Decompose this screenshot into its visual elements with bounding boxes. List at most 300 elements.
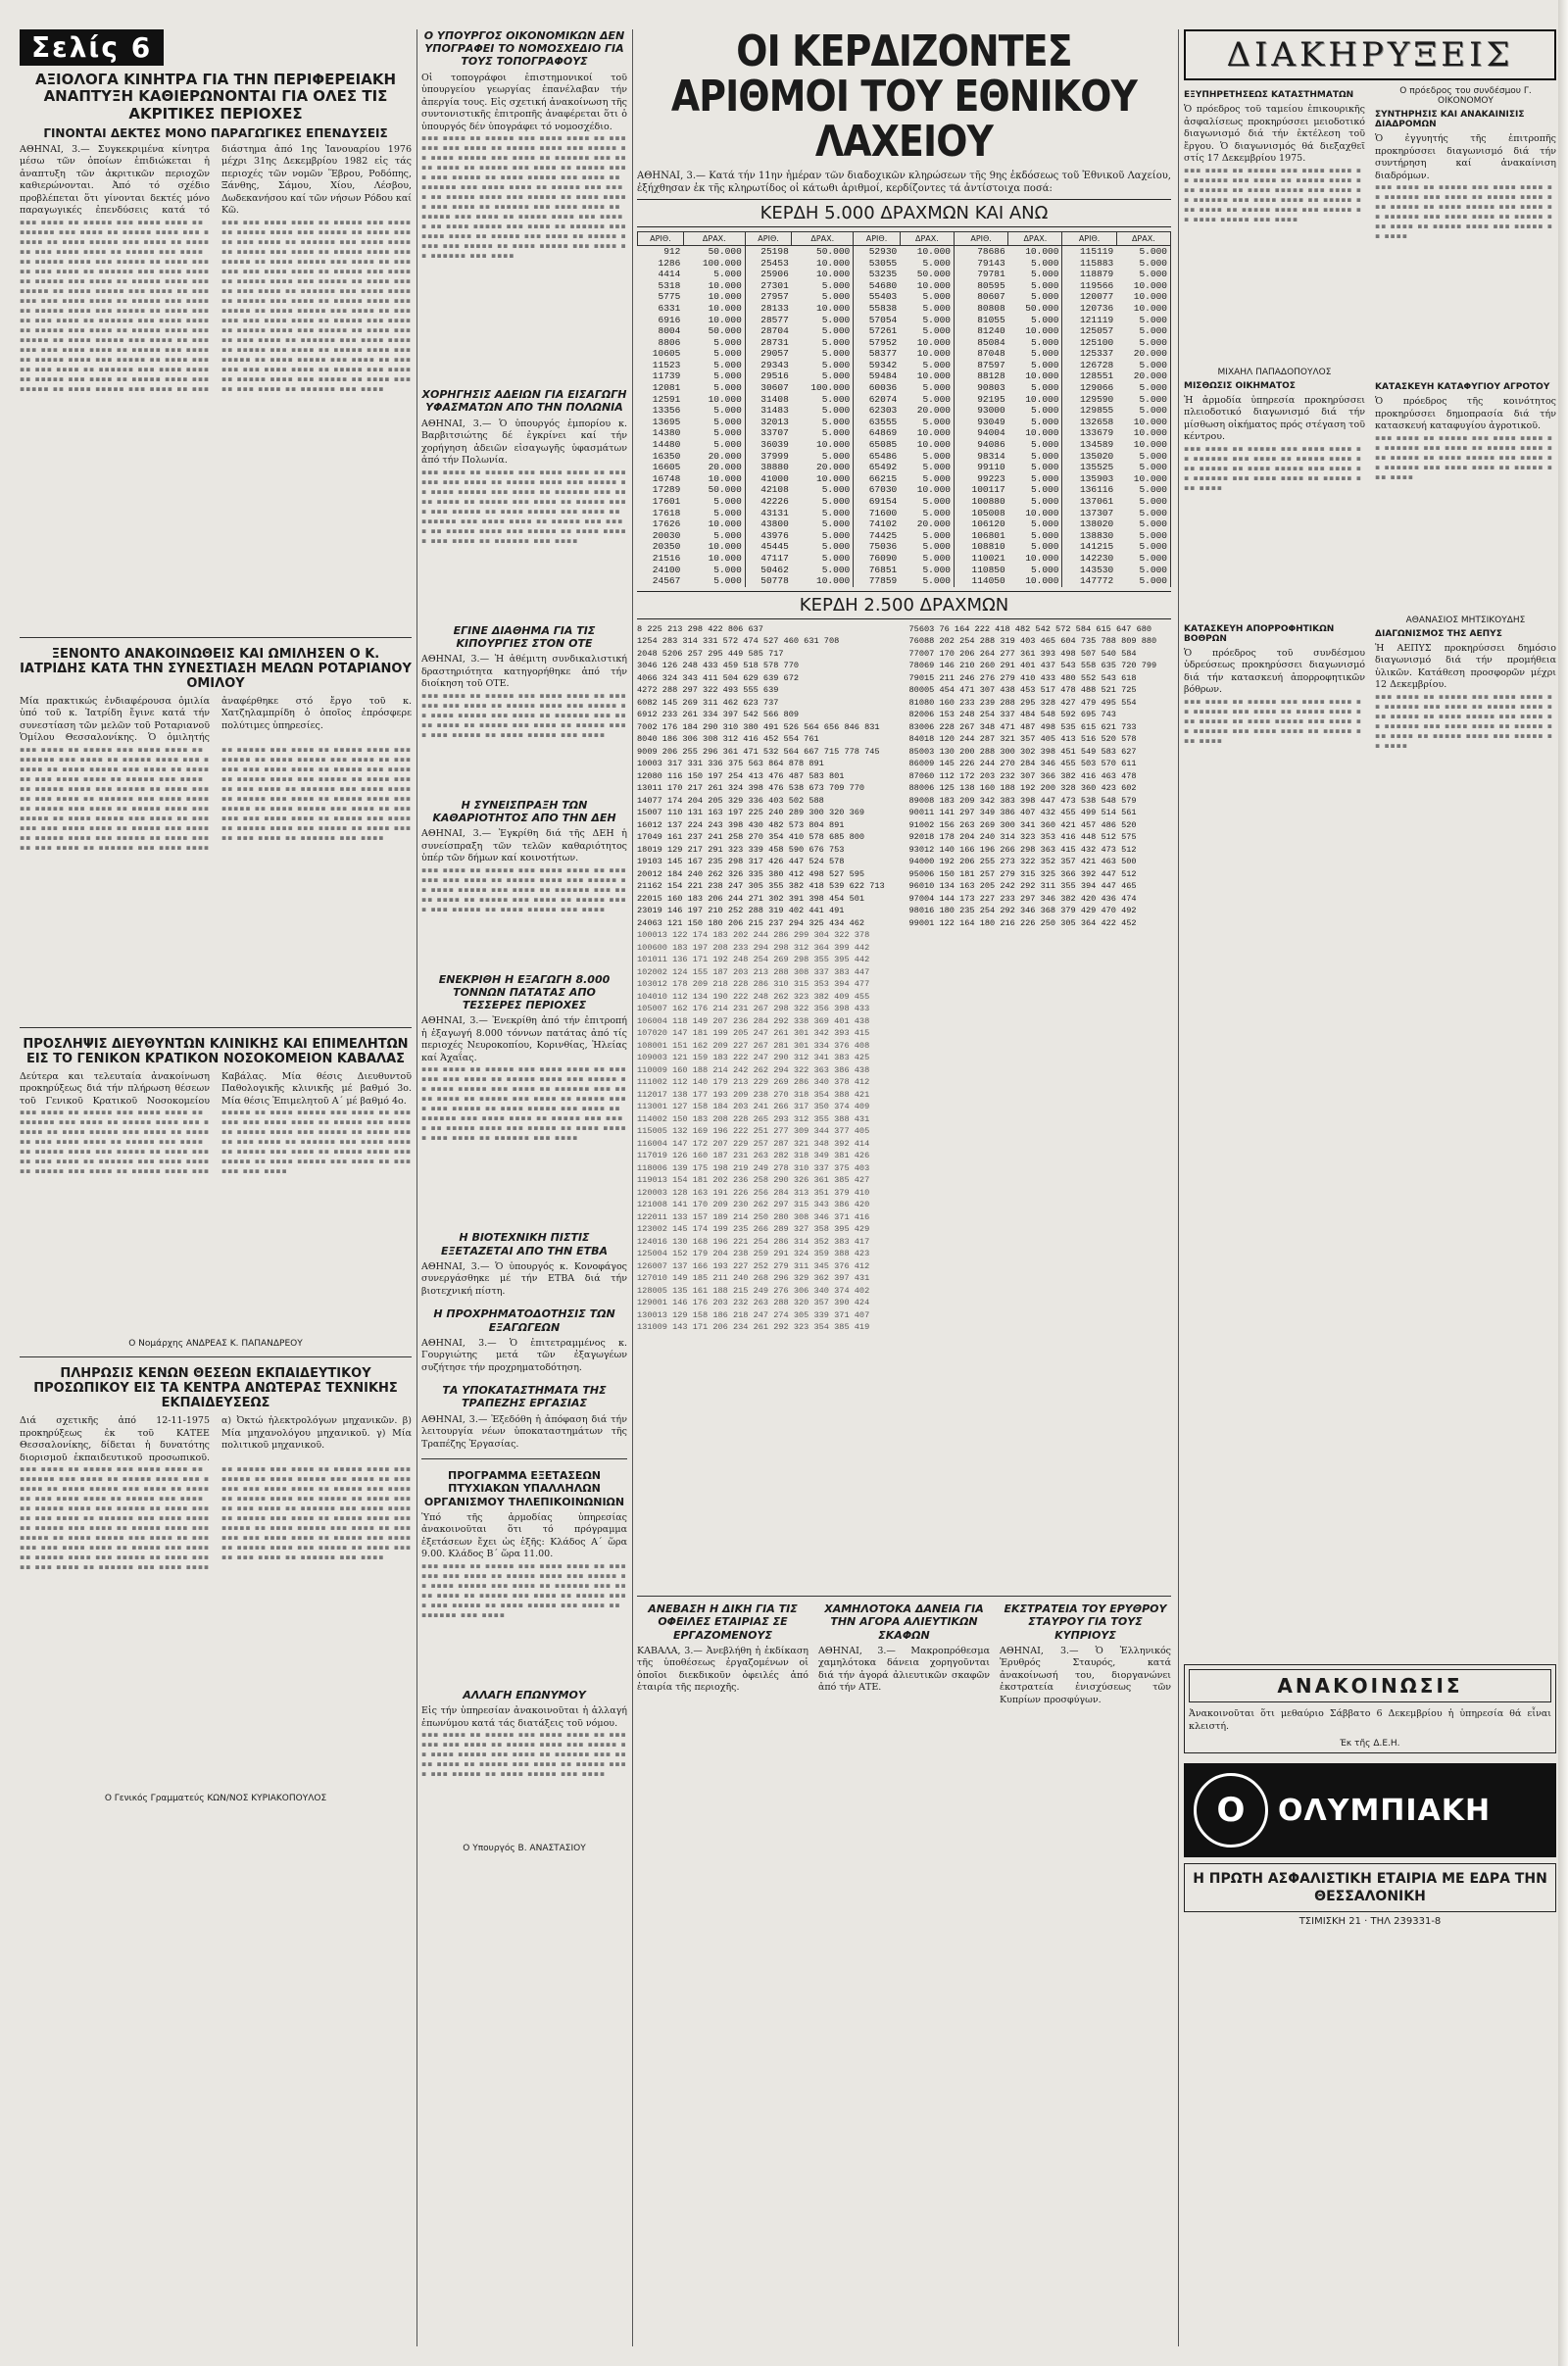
number-row: 4066 324 343 411 504 629 639 672 [637,672,800,683]
table-row [638,382,1171,394]
illegible-text-block: ▪▪▪ ▪▪▪▪ ▪▪ ▪▪▪▪▪ ▪▪▪ ▪▪▪▪ ▪▪▪▪ ▪▪ ▪▪▪▪▪▪ ▪▪▪ ▪▪▪▪ ▪▪ ▪▪▪▪▪ ▪▪▪▪ ▪▪▪ ▪▪▪▪▪ ▪▪ ▪▪▪▪ ▪▪▪▪▪ ▪▪▪ ▪▪▪▪ ▪▪ ▪▪▪▪▪▪ ▪▪▪ ▪▪▪▪ ▪▪▪▪ ▪▪ ▪▪▪▪▪ ▪▪▪ ▪▪▪▪ ▪▪ ▪▪▪▪▪ ▪▪▪▪ ▪▪▪ ▪▪▪▪▪ ▪▪ ▪▪▪▪ ▪▪▪▪▪ ▪▪▪ ▪▪▪▪ [1184,165,1362,223]
prize-amount: 5.000 [900,553,954,565]
table-header: ΔΡΑΧ. [1116,231,1170,245]
prize-amount: 5.000 [900,473,954,485]
prize-amount: 5.000 [792,337,854,349]
prize-amount: 50.000 [792,245,854,257]
announcement-body: Ἀνακοινοῦται ὅτι μεθαύριο Σάββατο 6 Δεκεμβρίου ἡ ὑπηρεσία θά εἶναι κλειστή. [1189,1708,1551,1732]
signature: ΑΘΑΝΑΣΙΟΣ ΜΗΤΣΙΚΟΥΔΗΣ [1405,615,1526,625]
ticket-number: 81240 [977,325,1005,337]
article-headline: Η ΒΙΟΤΕΧΝΙΚΗ ΠΙΣΤΙΣ ΕΞΕΤΑΖΕΤΑΙ ΑΠΟ ΤΗΝ ΕΤΒΑ [441,1231,608,1257]
table-row [638,473,1171,485]
illegible-text-block: ▪▪▪ ▪▪▪▪ ▪▪ ▪▪▪▪▪ ▪▪▪ ▪▪▪▪ ▪▪▪▪ ▪▪ ▪▪▪▪▪▪ ▪▪▪ ▪▪▪▪ ▪▪ ▪▪▪▪▪ ▪▪▪▪ ▪▪▪ ▪▪▪▪▪ ▪▪ ▪▪▪▪ ▪▪▪▪▪ ▪▪▪ ▪▪▪▪ ▪▪ ▪▪▪▪▪▪ ▪▪▪ ▪▪▪▪ ▪▪▪▪ ▪▪ ▪▪▪▪▪ ▪▪▪ ▪▪▪▪ ▪▪ ▪▪▪▪▪ ▪▪▪▪ ▪▪▪ ▪▪▪▪▪ ▪▪ ▪▪▪▪ [1375,691,1553,750]
ticket-number: 129066 [1079,382,1114,394]
number-row: 22015 160 183 206 244 271 302 391 398 454 501 [637,893,865,904]
page-edge [1558,0,1568,2366]
divider [421,1458,627,1459]
ticket-number: 13695 [652,416,681,427]
number-row: 8 225 213 298 422 806 637 [637,623,763,634]
ticket-number: 106120 [971,518,1005,530]
ticket-number: 65085 [868,439,898,451]
prize-amount: 5.000 [1008,473,1062,485]
prize-amount: 20.000 [1116,370,1170,382]
prize-amount: 10.000 [1116,427,1170,439]
prize-amount: 5.000 [683,337,745,349]
prize-amount: 5.000 [900,325,954,337]
table-row [638,360,1171,371]
ticket-number: 4414 [658,269,681,280]
ticket-number: 37999 [760,450,789,462]
illegible-number-rows: 100013 122 174 183 202 244 286 299 304 322 378 100600 183 197 208 233 294 298 312 364 399 442 101011 136 171 192 248 254 269 298 355 395 442 102002 124 155 187 203 213 288 308 337 383 447 103012 178 209 218 228 286 310 315 353 394 477 104010 112 134 190 222 248 262 323 382 409 455 105007 162 176 214 231 267 298 322 356 398 433 106004 118 149 207 236 284 292 338 369 401 438 107020 147 181 199 205 247 261 301 342 393 415 108001 151 162 209 227 267 281 301 334 376 408 109003 121 159 183 222 247 290 312 341 383 425 110009 160 188 214 242 262 294 322 363 386 438 111002 112 140 179 213 229 269 286 340 378 412 112017 138 177 193 209 238 270 318 354 388 421 113001 127 158 184 203 241 266 317 350 374 409 114002 150 183 208 228 265 293 312 355 388 431 115005 132 169 196 222 251 277 309 344 377 405 116004 147 172 207 229 257 287 321 348 392 414 117019 126 160 187 231 263 282 318 349 381 426 118006 139 175 198 219 249 278 310 337 375 403 119013 154 181 202 236 258 290 326 361 385 427 120003 128 163 191 226 256 284 313 351 379 410 121008 141 170 209 230 262 297 315 343 386 420 122011 133 157 189 214 250 280 308 346 371 416 123002 145 174 199 235 266 289 327 358 395 429 124016 130 168 196 221 254 286 314 352 383 417 125004 152 179 204 238 259 291 324 359 388 423 126007 137 166 193 227 252 279 311 345 376 412 127010 149 185 211 240 268 296 329 362 397 431 128005 135 161 188 215 249 276 306 340 374 402 129001 146 176 203 232 263 288 320 357 390 424 130013 129 158 186 218 247 274 305 339 371 407 131009 143 171 206 234 261 292 323 354 385 419 [637,930,870,1333]
prize-amount: 5.000 [792,508,854,519]
illegible-text-block: ▪▪▪ ▪▪▪▪ ▪▪ ▪▪▪▪▪ ▪▪▪ ▪▪▪▪ ▪▪▪▪ ▪▪ ▪▪▪▪▪▪ ▪▪▪ ▪▪▪▪ ▪▪ ▪▪▪▪▪ ▪▪▪▪ ▪▪▪ ▪▪▪▪▪ ▪▪ ▪▪▪▪ ▪▪▪▪▪ ▪▪▪ ▪▪▪▪ ▪▪ ▪▪▪▪▪▪ ▪▪▪ ▪▪▪▪ ▪▪▪▪ ▪▪ ▪▪▪▪▪ ▪▪▪ ▪▪▪▪ ▪▪ ▪▪▪▪▪ ▪▪▪▪ ▪▪▪ ▪▪▪▪▪ ▪▪ ▪▪▪▪ ▪▪▪▪▪ ▪▪▪ ▪▪▪▪ ▪▪ ▪▪▪▪▪▪ ▪▪▪ ▪▪▪▪ [421,1560,627,1619]
prize-amount: 5.000 [900,530,954,542]
ticket-number: 17289 [652,484,681,496]
prize-amount: 5.000 [1008,518,1062,530]
ticket-number: 120736 [1079,302,1114,314]
prize-amount: 5.000 [1116,575,1170,587]
article-headline: ΕΓΙΝΕ ΔΙΑΘΗΜΑ ΓΙΑ ΤΙΣ ΚΙΠΟΥΡΓΙΕΣ ΣΤΟΝ ΟΤΕ [453,623,596,650]
prize-amount: 100.000 [683,258,745,270]
number-row: 79015 211 246 276 279 410 433 480 552 543 618 [908,672,1137,683]
prize-amount: 5.000 [792,405,854,417]
ticket-number: 80808 [977,302,1005,314]
article-headline: ΕΝΕΚΡΙΘΗ Η ΕΞΑΓΩΓΗ 8.000 ΤΟΝΝΩΝ ΠΑΤΑΤΑΣ ΑΠΟ ΤΕΣΣΕΡΕΣ ΠΕΡΙΟΧΕΣ [438,972,611,1012]
table-row [638,405,1171,417]
divider [20,637,412,638]
prize-amount: 5.000 [792,370,854,382]
article-body: ΑΘΗΝΑΙ, 3.— Συγκεκριμένα κίνητρα μέσω τῶν ὁποίων ἐπιδιώκεται ἡ ἀναπτυξη τῶν ἀκριτικῶν περιοχῶν καθιερώνονται. Ἀπό τό σχέδιο προβλέπεται ὅτι γίνονται δεκτές μόνο παραγωγικές ἐπενδύσεις κατά τό διάστημα ἀπό 1ης Ἰανουαρίου 1976 μέχρι 31ης Δεκεμβρίου 1982 εἰς τάς περιοχές τῶν νομῶν Ἕβρου, Ροδόπης, Ξάνθης, Σάμου, Χίου, Λέσβου, Δωδεκανήσου καί τῶν νήσων Ρόδου καί Κῶ. [20,143,412,217]
ticket-number: 66215 [868,472,898,484]
prize-amount: 20.000 [792,462,854,473]
prize-amount: 5.000 [792,553,854,565]
prize-amount: 5.000 [900,303,954,315]
prize-amount: 10.000 [900,280,954,292]
number-row: 78069 146 210 260 291 401 437 543 558 635 720 799 [908,661,1157,671]
prize-amount: 10.000 [683,315,745,326]
prize-amount: 5.000 [683,508,745,519]
prize-amount: 5.000 [683,405,745,417]
number-row: 97004 144 173 227 233 297 346 382 420 436 474 [908,893,1137,904]
table-header: ΑΡΙΘ. [954,231,1007,245]
prize-amount: 5.000 [1008,382,1062,394]
ticket-number: 125057 [1079,325,1114,337]
prize-amount: 5.000 [900,508,954,519]
divider [20,1356,412,1357]
ticket-number: 5775 [658,291,681,303]
number-row: 99001 122 164 180 216 226 250 305 364 422 452 [908,917,1137,928]
ticket-number: 62303 [868,405,898,417]
number-row: 91002 156 263 269 300 341 360 421 457 486 520 [908,819,1137,830]
prize-amount: 10.000 [900,348,954,360]
ticket-number: 132658 [1079,416,1114,427]
prize-amount: 10.000 [1008,575,1062,587]
ticket-number: 135020 [1079,450,1114,462]
prize-amount: 50.000 [1008,303,1062,315]
number-row: 6912 233 261 334 397 542 566 809 [637,710,800,720]
notice-headline: ΕΞΥΠΗΡΕΤΗΣΕΩΣ ΚΑΤΑΣΤΗΜΑΤΩΝ [1184,90,1354,100]
prize-amount: 10.000 [1116,439,1170,451]
article-body: ΑΘΗΝΑΙ, 3.— Ἡ ἀθέμιτη συνδικαλιστική δραστηριότητα κατηγορήθηκε ἀπό τήν διοίκηση τοῦ ΟΤΕ. [421,654,627,690]
prize-amount: 5.000 [792,348,854,360]
table-row [638,269,1171,280]
ticket-number: 137307 [1079,507,1114,518]
number-row: 4272 288 297 322 493 555 639 [637,685,779,696]
number-rows-right [909,623,1172,930]
ticket-number: 43131 [760,507,789,518]
article-headline: ΧΑΜΗΛΟΤΟΚΑ ΔΑΝΕΙΑ ΓΙΑ ΤΗΝ ΑΓΟΡΑ ΑΛΙΕΥΤΙΚΩΝ ΣΚΑΦΩΝ [824,1602,984,1642]
number-row: 83006 228 267 348 471 487 498 535 615 621 733 [908,721,1137,732]
ticket-number: 81055 [977,314,1005,325]
notice-body: Ὁ πρόεδρος τοῦ ταμείου ἐπικουρικῆς ἀσφαλίσεως προκηρύσσει μειοδοτικό διαγωνισμό διά τήν ἐκτέλεση τοῦ ἔργου. Ὁ διαγωνισμός θά διεξαχθεῖ στίς 17 Δεκεμβρίου 1975. [1184,104,1365,165]
number-row: 75603 76 164 222 418 482 542 572 584 615 647 680 [908,623,1152,634]
number-row: 14077 174 204 205 329 336 403 502 588 [637,795,824,806]
prize-amount: 10.000 [1008,508,1062,519]
prize-amount: 5.000 [1116,496,1170,508]
table-row [638,462,1171,473]
prize-amount: 5.000 [683,427,745,439]
number-row: 12080 116 150 197 254 413 476 487 583 801 [637,770,845,781]
ticket-number: 6331 [658,302,681,314]
signature: Ο πρόεδρος του συνδέσμου Γ. ΟΙΚΟΝΟΜΟΥ [1399,86,1532,106]
ticket-number: 17601 [652,496,681,507]
prize-amount: 5.000 [1116,315,1170,326]
article-headline: ΕΚΣΤΡΑΤΕΙΑ ΤΟΥ ΕΡΥΘΡΟΥ ΣΤΑΥΡΟΥ ΓΙΑ ΤΟΥΣ ΚΥΠΡΙΟΥΣ [1004,1602,1167,1642]
article-body: ΑΘΗΝΑΙ, 3.— Ὁ Ἑλληνικός Ἐρυθρός Σταυρός, κατά ἀνακοίνωσή του, διοργανώνει ἐκστρατεία ἐνισχύσεως τῶν Κυπρίων προσφύγων. [1000,1645,1171,1705]
number-row: 3046 126 248 433 459 518 578 770 [637,661,800,671]
prize-amount: 5.000 [1116,269,1170,280]
ticket-number: 69154 [868,496,898,507]
ticket-number: 65492 [868,462,898,473]
notice-headline: ΣΥΝΤΗΡΗΣΙΣ ΚΑΙ ΑΝΑΚΑΙΝΙΣΙΣ ΔΙΑΔΡΟΜΩΝ [1375,110,1525,129]
prize-amount: 10.000 [900,427,954,439]
ticket-number: 65486 [868,450,898,462]
prize-amount: 10.000 [792,303,854,315]
olympiaki-logo: Ο [1194,1773,1268,1848]
table-row [638,325,1171,337]
table-header: ΑΡΙΘ. [1062,231,1116,245]
box-body: Ὑπό τῆς ἀρμοδίας ὑπηρεσίας ἀνακοινοῦται ὅτι τό πρόγραμμα ἐξετάσεων ἔχει ὡς ἑξῆς: Κλάδος Α΄ ὥρα 9.00. Κλάδος Β΄ ὥρα 11.00. [421,1511,627,1560]
ticket-number: 16350 [652,450,681,462]
ticket-number: 31483 [760,405,789,417]
ticket-number: 11523 [652,359,681,370]
ticket-number: 5318 [658,279,681,291]
ticket-number: 53055 [868,257,898,269]
prize-amount: 5.000 [792,417,854,428]
article-body: ΚΑΒΑΛΑ, 3.— Ἀνεβλήθη ἡ ἐκδίκαση τῆς ὑποθέσεως ἐργαζομένων οἱ ὁποῖοι διεκδικοῦν ὀφειλές ἀπό ἑταιρία τῆς περιοχῆς. [637,1645,808,1694]
number-row: 23019 146 197 210 252 288 319 402 441 491 [637,906,845,916]
article-body: Διά σχετικῆς ἀπό 12-11-1975 προκηρύξεως ἐκ τοῦ ΚΑΤΕΕ Θεσσαλονίκης, δίδεται ἡ δυνατότης διορισμοῦ ἐκπαιδευτικοῦ προσωπικοῦ. α) Ὀκτώ ἠλεκτρολόγων μηχανικῶν. β) Μία μηχανολόγου μηχανικοῦ. γ) Μία πολιτικοῦ μηχανικοῦ. [20,1415,412,1463]
ticket-number: 105008 [971,507,1005,518]
lottery-headline: ΟΙ ΚΕΡΔΙΖΟΝΤΕΣ ΑΡΙΘΜΟΙ ΤΟΥ ΕΘΝΙΚΟΥ ΛΑΧΕΙΟΥ [670,29,1138,168]
ticket-number: 42108 [760,484,789,496]
ticket-number: 88128 [977,370,1005,382]
ticket-number: 57054 [868,314,898,325]
notice-body: Ὁ πρόεδρος τοῦ συνδέσμου ὑδρεύσεως προκηρύσσει διαγωνισμό διά τήν κατασκευή ἀπορροφητικῶν βόθρων. [1184,647,1365,696]
ticket-number: 93000 [977,405,1005,417]
illegible-text-block: ▪▪▪ ▪▪▪▪ ▪▪ ▪▪▪▪▪ ▪▪▪ ▪▪▪▪ ▪▪▪▪ ▪▪ ▪▪▪▪▪▪ ▪▪▪ ▪▪▪▪ ▪▪ ▪▪▪▪▪ ▪▪▪▪ ▪▪▪ ▪▪▪▪▪ ▪▪ ▪▪▪▪ ▪▪▪▪▪ ▪▪▪ ▪▪▪▪ ▪▪ ▪▪▪▪▪▪ ▪▪▪ ▪▪▪▪ ▪▪▪▪ ▪▪ ▪▪▪▪▪ ▪▪▪ ▪▪▪▪ ▪▪ ▪▪▪▪▪ ▪▪▪▪ ▪▪▪ ▪▪▪▪▪ ▪▪ ▪▪▪▪ ▪▪▪▪▪ ▪▪▪ ▪▪▪▪ [421,1730,627,1779]
ticket-number: 28731 [760,336,789,348]
announcement-title: ΑΝΑΚΟΙΝΩΣΙΣ [1189,1669,1551,1702]
ticket-number: 100880 [971,496,1005,507]
prize-amount: 5.000 [1008,348,1062,360]
prize-amount: 10.000 [683,553,745,565]
number-row: 6082 145 269 311 462 623 737 [637,697,779,708]
ticket-number: 25906 [760,269,789,280]
table-row [638,370,1171,382]
prize-amount: 10.000 [1008,553,1062,565]
ticket-number: 52930 [868,245,898,257]
prize-amount: 5.000 [683,382,745,394]
article-headline: ΑΝΕΒΑΣΗ Η ΔΙΚΗ ΓΙΑ ΤΙΣ ΟΦΕΙΛΕΣ ΕΤΑΙΡΙΑΣ ΣΕ ΕΡΓΑΖΟΜΕΝΟΥΣ [648,1602,798,1642]
ticket-number: 133679 [1079,427,1114,439]
article-headline: Η ΣΥΝΕΙΣΠΡΑΞΗ ΤΩΝ ΚΑΘΑΡΙΟΤΗΤΟΣ ΑΠΟ ΤΗΝ ΔΕΗ [432,798,616,824]
column-lottery [637,29,1171,2346]
prize-amount: 50.000 [683,484,745,496]
prize-amount: 5.000 [683,269,745,280]
illegible-text-block: ▪▪▪ ▪▪▪▪ ▪▪ ▪▪▪▪▪ ▪▪▪ ▪▪▪▪ ▪▪▪▪ ▪▪ ▪▪▪▪▪▪ ▪▪▪ ▪▪▪▪ ▪▪ ▪▪▪▪▪ ▪▪▪▪ ▪▪▪ ▪▪▪▪▪ ▪▪ ▪▪▪▪ ▪▪▪▪▪ ▪▪▪ ▪▪▪▪ ▪▪ ▪▪▪▪▪▪ ▪▪▪ ▪▪▪▪ ▪▪▪▪ ▪▪ ▪▪▪▪▪ ▪▪▪ ▪▪▪▪ ▪▪ ▪▪▪▪▪ ▪▪▪▪ ▪▪▪ ▪▪▪▪▪ ▪▪ ▪▪▪▪ ▪▪▪▪▪ ▪▪▪ ▪▪▪▪ ▪▪ ▪▪▪▪▪▪ ▪▪▪ ▪▪▪▪ ▪▪▪▪ ▪▪ ▪▪▪▪▪ ▪▪▪ ▪▪▪▪ ▪▪ ▪▪▪▪▪ ▪▪▪▪ ▪▪▪ ▪▪▪▪▪ ▪▪ ▪▪▪▪ ▪▪▪▪▪ ▪▪▪ ▪▪▪▪ ▪▪ ▪▪▪▪▪▪ ▪▪▪ ▪▪▪▪ [421,1064,627,1143]
prize-amount: 5.000 [792,360,854,371]
ticket-number: 67030 [868,484,898,496]
ticket-number: 12081 [652,382,681,394]
prize-amount: 5.000 [683,417,745,428]
ticket-number: 41000 [760,472,789,484]
ticket-number: 80595 [977,279,1005,291]
ticket-number: 60036 [868,382,898,394]
ticket-number: 94004 [977,427,1005,439]
ticket-number: 75036 [868,541,898,553]
ticket-number: 64869 [868,427,898,439]
table-row [638,337,1171,349]
table-row [638,245,1171,257]
number-row: 82006 153 248 254 337 484 548 592 695 743 [908,710,1116,720]
ticket-number: 125337 [1079,348,1114,360]
prize-amount: 5.000 [1116,508,1170,519]
ticket-number: 100117 [971,484,1005,496]
ticket-number: 141215 [1079,541,1114,553]
box-headline: ΠΡΟΓΡΑΜΜΑ ΕΞΕΤΑΣΕΩΝ ΠΤΥΧΙΑΚΩΝ ΥΠΑΛΛΗΛΩΝ ΟΡΓΑΝΙΣΜΟΥ ΤΗΛΕΠΙΚΟΙΝΩΝΙΩΝ [423,1469,625,1508]
prize-2500-numbers [637,623,1171,930]
column-notices [1184,29,1556,2346]
ticket-number: 14380 [652,427,681,439]
prize-amount: 5.000 [1116,405,1170,417]
number-row: 20012 184 240 262 326 335 380 412 498 527 595 [637,868,865,879]
number-row: 89008 183 209 342 383 398 447 473 538 548 579 [908,795,1137,806]
ticket-number: 25198 [760,245,789,257]
ticket-number: 43976 [760,529,789,541]
column-narrow [421,29,627,2346]
table-row [638,451,1171,463]
table-row [638,530,1171,542]
number-row: 85003 130 200 288 300 302 398 451 549 583 627 [908,746,1137,757]
column-rule [1178,29,1179,2346]
notice-body: Ὁ πρόεδρος τῆς κοινότητος προκηρύσσει δημοπρασία διά τήν κατασκευή καταφυγίου ἀγροτικοῦ. [1375,396,1556,432]
prize-amount: 5.000 [1116,462,1170,473]
prize-amount: 5.000 [900,382,954,394]
ticket-number: 90803 [977,382,1005,394]
prize-amount: 10.000 [683,303,745,315]
prize-amount: 5.000 [792,291,854,303]
ticket-number: 24100 [652,564,681,575]
prize-amount: 10.000 [683,394,745,406]
ticket-number: 36039 [760,439,789,451]
prize-amount: 5.000 [683,360,745,371]
table-header: ΑΡΙΘ. [854,231,901,245]
number-row: 15007 110 131 163 197 225 240 289 300 320 369 [637,808,865,818]
prize-amount: 100.000 [792,382,854,394]
number-row: 2048 5206 257 295 449 585 717 [637,648,784,659]
prize-amount: 5.000 [1116,484,1170,496]
prize-amount: 10.000 [1008,325,1062,337]
table-row [638,518,1171,530]
prize-amount: 50.000 [900,269,954,280]
prize-amount: 20.000 [683,462,745,473]
prize-amount: 5.000 [792,325,854,337]
ticket-number: 87597 [977,359,1005,370]
article-headline: Η ΠΡΟΧΡΗΜΑΤΟΔΟΤΗΣΙΣ ΤΩΝ ΕΞΑΓΩΓΕΩΝ [433,1307,615,1334]
number-row: 13011 170 217 261 324 398 476 538 673 709 770 [637,783,865,794]
ticket-number: 1286 [658,257,681,269]
ticket-number: 118879 [1079,269,1114,280]
signature: Ο Υπουργός Β. ΑΝΑΣΤΑΣΙΟΥ [463,1844,586,1854]
prize-amount: 10.000 [1116,291,1170,303]
ticket-number: 29057 [760,348,789,360]
ticket-number: 110021 [971,552,1005,564]
prize-amount: 5.000 [1116,258,1170,270]
prize-amount: 5.000 [792,427,854,439]
ticket-number: 120077 [1079,291,1114,303]
ticket-number: 8004 [658,325,681,337]
table-row [638,496,1171,508]
prize-amount: 5.000 [1008,269,1062,280]
divider [20,1027,412,1028]
ticket-number: 108810 [971,541,1005,553]
number-row: 81080 160 233 239 288 295 328 427 479 495 554 [908,697,1137,708]
table-row [638,348,1171,360]
ticket-number: 135525 [1079,462,1114,473]
number-row: 17049 161 237 241 258 270 354 410 578 685 800 [637,832,865,843]
prize-amount: 5.000 [1008,315,1062,326]
number-row: 93012 140 166 196 266 298 363 415 432 473 512 [908,844,1137,855]
prize-amount: 10.000 [1116,280,1170,292]
ticket-number: 53235 [868,269,898,280]
illegible-text-block: ▪▪▪ ▪▪▪▪ ▪▪ ▪▪▪▪▪ ▪▪▪ ▪▪▪▪ ▪▪▪▪ ▪▪ ▪▪▪▪▪▪ ▪▪▪ ▪▪▪▪ ▪▪ ▪▪▪▪▪ ▪▪▪▪ ▪▪▪ ▪▪▪▪▪ ▪▪ ▪▪▪▪ ▪▪▪▪▪ ▪▪▪ ▪▪▪▪ ▪▪ ▪▪▪▪▪▪ ▪▪▪ ▪▪▪▪ ▪▪▪▪ ▪▪ ▪▪▪▪▪ ▪▪▪ ▪▪▪▪ ▪▪ ▪▪▪▪▪ ▪▪▪▪ ▪▪▪ ▪▪▪▪▪ ▪▪ ▪▪▪▪ ▪▪▪▪▪ ▪▪▪ ▪▪▪▪ ▪▪ ▪▪▪▪▪▪ ▪▪▪ ▪▪▪▪ ▪▪▪▪ ▪▪ ▪▪▪▪▪ ▪▪▪ ▪▪▪▪ ▪▪ ▪▪▪▪▪ ▪▪▪▪ ▪▪▪ ▪▪▪▪▪ ▪▪ ▪▪▪▪ ▪▪▪▪▪ ▪▪▪ ▪▪▪▪ ▪▪ ▪▪▪▪▪▪ ▪▪▪ ▪▪▪▪ ▪▪▪▪ ▪▪ ▪▪▪▪▪ ▪▪▪ ▪▪▪▪ ▪▪ ▪▪▪▪▪ ▪▪▪▪ ▪▪▪ ▪▪▪▪▪ ▪▪ ▪▪▪▪ ▪▪▪▪▪ ▪▪▪ ▪▪▪▪ ▪▪ ▪▪▪▪▪▪ ▪▪▪ ▪▪▪▪ ▪▪▪▪ ▪▪ ▪▪▪▪▪ ▪▪▪ ▪▪▪▪ ▪▪ ▪▪▪▪▪ ▪▪▪▪ ▪▪▪ ▪▪▪▪▪ ▪▪ ▪▪▪▪ ▪▪▪▪▪ ▪▪▪ ▪▪▪▪ ▪▪ ▪▪▪▪▪▪ ▪▪▪ ▪▪▪▪ [20,1108,412,1176]
ticket-number: 28133 [760,302,789,314]
ticket-number: 147772 [1079,575,1114,587]
ticket-number: 38880 [760,462,789,473]
ticket-number: 99223 [977,472,1005,484]
signature: ΜΙΧΑΗΛ ΠΑΠΑΔΟΠΟΥΛΟΣ [1217,367,1332,377]
ticket-number: 29516 [760,370,789,382]
article-body: Δεύτερα και τελευταία ἀνακοίνωση προκηρύξεως διά τήν πλήρωση θέσεων τοῦ Γενικοῦ Κρατικοῦ Νοσοκομείου Καβάλας. Μία θέσις Διευθυντοῦ Παθολογικῆς κλινικῆς μέ βαθμό 3ο. Μία θέσις Ἐπιμελητοῦ Α΄ μέ βαθμό 4ο. [20,1070,412,1107]
ticket-number: 55838 [868,302,898,314]
illegible-text-block: ▪▪▪ ▪▪▪▪ ▪▪ ▪▪▪▪▪ ▪▪▪ ▪▪▪▪ ▪▪▪▪ ▪▪ ▪▪▪▪▪▪ ▪▪▪ ▪▪▪▪ ▪▪ ▪▪▪▪▪ ▪▪▪▪ ▪▪▪ ▪▪▪▪▪ ▪▪ ▪▪▪▪ ▪▪▪▪▪ ▪▪▪ ▪▪▪▪ ▪▪ ▪▪▪▪▪▪ ▪▪▪ ▪▪▪▪ ▪▪▪▪ ▪▪ ▪▪▪▪▪ ▪▪▪ ▪▪▪▪ [1184,443,1362,492]
prize-band-5000: ΚΕΡΔΗ 5.000 ΔΡΑΧΜΩΝ ΚΑΙ ΑΝΩ [637,199,1171,227]
table-row [638,439,1171,451]
ticket-number: 62074 [868,393,898,405]
ticket-number: 50462 [760,564,789,575]
prize-amount: 5.000 [1116,541,1170,553]
prize-amount: 10.000 [1008,370,1062,382]
announcement-signature: Ἐκ τῆς Δ.Ε.Η. [1340,1739,1400,1750]
prize-amount: 5.000 [900,451,954,463]
lottery-intro: ΑΘΗΝΑΙ, 3.— Κατά τήν 11ην ἡμέραν τῶν διαδοχικῶν κληρώσεων τῆς 9ης ἐκδόσεως τοῦ Ἐθνικοῦ Λαχείου, ἐξήχθησαν ἐκ τῆς κληρωτίδος οἱ κάτωθι ἀριθμοί, κερδίζοντες τά ἀντίστοιχα ποσά: [637,170,1171,194]
prize-amount: 5.000 [792,315,854,326]
prize-amount: 5.000 [1008,541,1062,553]
notices-title: ΔΙΑΚΗΡΥΞΕΙΣ [1184,29,1556,80]
prize-amount: 5.000 [1008,530,1062,542]
prize-amount: 5.000 [900,575,954,587]
prize-amount: 10.000 [1008,427,1062,439]
column-rule [632,29,633,2346]
prize-amount: 5.000 [683,575,745,587]
ticket-number: 27301 [760,279,789,291]
prize-amount: 5.000 [792,451,854,463]
ticket-number: 142230 [1079,552,1114,564]
table-row [638,291,1171,303]
prize-amount: 10.000 [792,258,854,270]
prize-amount: 5.000 [1008,496,1062,508]
ticket-number: 17626 [652,518,681,530]
number-row: 88006 125 138 160 188 192 200 328 360 423 602 [908,783,1137,794]
prize-amount: 5.000 [792,394,854,406]
ticket-number: 16605 [652,462,681,473]
table-row [638,553,1171,565]
ticket-number: 125100 [1079,336,1114,348]
ticket-number: 138830 [1079,529,1114,541]
number-row: 84018 120 244 287 321 357 405 413 516 520 578 [908,734,1137,745]
ticket-number: 94086 [977,439,1005,451]
number-row: 95006 150 181 257 279 315 325 366 392 447 512 [908,868,1137,879]
ticket-number: 13356 [652,405,681,417]
prize-amount: 10.000 [792,439,854,451]
signature: Ο Νομάρχης ΑΝΔΡΕΑΣ Κ. ΠΑΠΑΝΔΡΕΟΥ [128,1339,303,1350]
ticket-number: 20030 [652,529,681,541]
prize-amount: 5.000 [1008,405,1062,417]
ticket-number: 138020 [1079,518,1114,530]
table-row [638,575,1171,587]
notices-body [1184,86,1556,1654]
prize-amount: 5.000 [900,565,954,576]
number-row: 21162 154 221 238 247 305 355 382 418 539 622 713 [637,881,885,892]
ticket-number: 59342 [868,359,898,370]
prize-amount: 5.000 [900,394,954,406]
ticket-number: 74102 [868,518,898,530]
notice-headline: ΚΑΤΑΣΚΕΥΗ ΑΠΟΡΡΟΦΗΤΙΚΩΝ ΒΟΘΡΩΝ [1184,623,1335,644]
ticket-number: 114050 [971,575,1005,587]
ticket-number: 58377 [868,348,898,360]
ticket-number: 115883 [1079,257,1114,269]
prize-amount: 5.000 [792,518,854,530]
prize-amount: 10.000 [1008,245,1062,257]
ticket-number: 59484 [868,370,898,382]
ticket-number: 32013 [760,416,789,427]
prize-amount: 5.000 [792,565,854,576]
number-row: 77007 170 206 264 277 361 393 498 507 540 584 [908,648,1137,659]
prize-amount: 5.000 [1008,451,1062,463]
prize-amount: 10.000 [683,291,745,303]
prize-amount: 5.000 [792,496,854,508]
number-row: 90011 141 297 349 386 407 432 455 499 514 561 [908,808,1137,818]
table-header: ΔΡΑΧ. [792,231,854,245]
table-row [638,280,1171,292]
illegible-text-block: ▪▪▪ ▪▪▪▪ ▪▪ ▪▪▪▪▪ ▪▪▪ ▪▪▪▪ ▪▪▪▪ ▪▪ ▪▪▪▪▪▪ ▪▪▪ ▪▪▪▪ ▪▪ ▪▪▪▪▪ ▪▪▪▪ ▪▪▪ ▪▪▪▪▪ ▪▪ ▪▪▪▪ ▪▪▪▪▪ ▪▪▪ ▪▪▪▪ ▪▪ ▪▪▪▪▪▪ ▪▪▪ ▪▪▪▪ ▪▪▪▪ ▪▪ ▪▪▪▪▪ ▪▪▪ ▪▪▪▪ ▪▪ ▪▪▪▪▪ ▪▪▪▪ ▪▪▪ ▪▪▪▪▪ ▪▪ ▪▪▪▪ ▪▪▪▪▪ ▪▪▪ ▪▪▪▪ ▪▪ ▪▪▪▪▪▪ ▪▪▪ ▪▪▪▪ ▪▪▪▪ ▪▪ ▪▪▪▪▪ ▪▪▪ ▪▪▪▪ ▪▪ ▪▪▪▪▪ ▪▪▪▪ ▪▪▪ ▪▪▪▪▪ ▪▪ ▪▪▪▪ ▪▪▪▪▪ ▪▪▪ ▪▪▪▪ ▪▪ ▪▪▪▪▪▪ ▪▪▪ ▪▪▪▪ [421,467,627,545]
ticket-number: 10605 [652,348,681,360]
prize-amount: 5.000 [792,530,854,542]
number-row: 76088 202 254 288 319 403 465 604 735 788 809 880 [908,636,1157,647]
article-headline: ΠΡΟΣΛΗΨΙΣ ΔΙΕΥΘΥΝΤΩΝ ΚΛΙΝΙΚΗΣ ΚΑΙ ΕΠΙΜΕΛΗΤΩΝ ΕΙΣ ΤΟ ΓΕΝΙΚΟΝ ΚΡΑΤΙΚΟΝ ΝΟΣΟΚΟΜΕΙΟΝ ΚΑΒΑΛΑΣ [23,1036,409,1066]
prize-amount: 5.000 [792,484,854,496]
